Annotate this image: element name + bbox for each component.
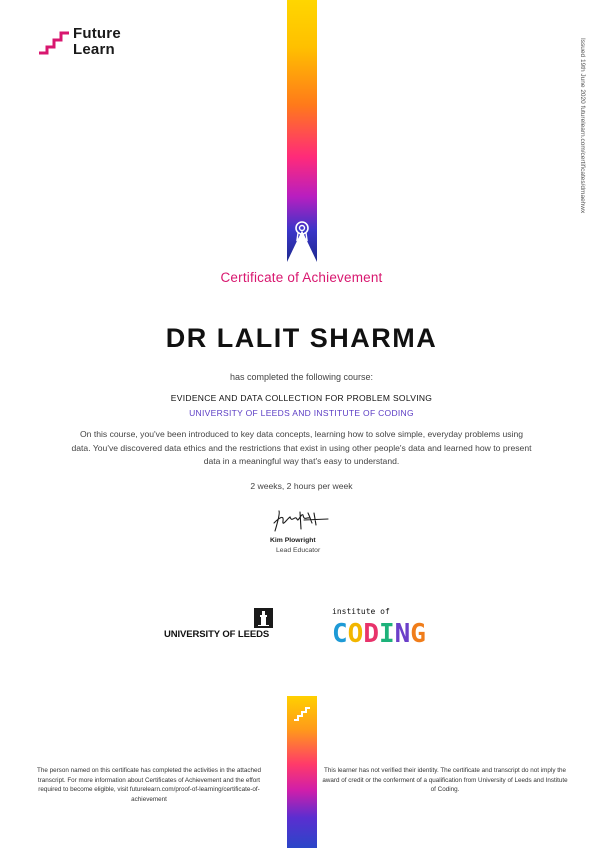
leeds-name: UNIVERSITY OF LEEDS [164,629,270,640]
recipient-name: DR LALIT SHARMA [165,323,438,353]
course-provider: UNIVERSITY OF LEEDS AND INSTITUTE OF CODING [189,408,414,418]
issue-info [578,38,588,258]
course-duration: 2 weeks, 2 hours per week [250,481,353,491]
university-of-leeds-logo [164,608,276,642]
issue-text: Issued 19th June 2020 futurelearn.com/certificates/dmaehwx [579,38,586,214]
logo-line-2: Learn [73,41,115,58]
signatory-name: Kim Plowright [270,537,316,544]
logo-wordmark [73,26,121,58]
ioc-wordmark [332,619,467,647]
stairs-icon [38,28,70,56]
leeds-crest-icon [254,608,273,628]
completed-text: has completed the following course: [229,372,374,382]
ioc-big-text: CODING [332,619,426,647]
footer-right-text: This learner has not verified their identity. The certificate and transcript do not imply the award of credit or the conferment of a qualification from University of Leeds and Institute of Coding. [322,767,568,793]
award-icon [294,220,310,242]
course-description: On this course, you've been introduced to key data concepts, learning how to solve simple, everyday problems using data. You've discovered data ethics and the restrictions that exist in using other people's data and learned how to present data in a meaningful way that's easy to understand. [71,429,532,466]
institute-of-coding-logo [332,607,467,647]
futurelearn-logo [38,26,138,60]
logo-line-1: Future [73,25,121,42]
course-title: EVIDENCE AND DATA COLLECTION FOR PROBLEM SOLVING [170,393,433,403]
stairs-icon [293,704,311,722]
ioc-small-text: institute of [332,607,390,616]
signatory-role: Lead Educator [276,547,321,554]
signature [270,507,334,535]
footer-left-text: The person named on this certificate has completed the activities in the attached transcript. For more information about Certificates of Achievement and the effort required to become eligible, visit futurelearn.com/proof-of-learning/certificate-of-achievement [36,767,262,803]
certificate-title: Certificate of Achievement [220,270,383,285]
